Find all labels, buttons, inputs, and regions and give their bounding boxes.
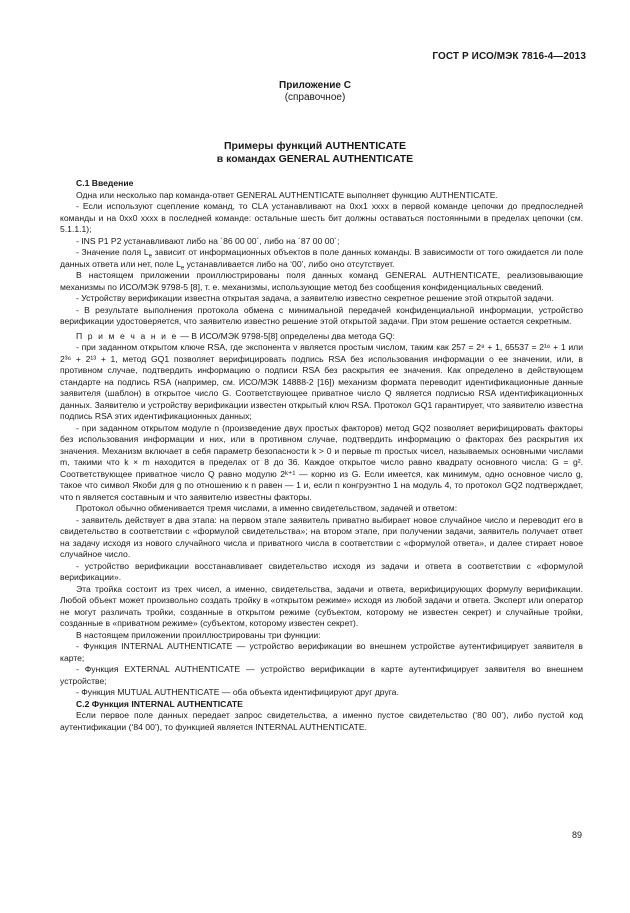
- paragraph: В настоящем приложении проиллюстрированы три функции:: [76, 629, 321, 640]
- paragraph: - Функция EXTERNAL AUTHENTICATE — устройство верификации в карте аутентифицирует заявителя во внешнем устройстве;: [60, 664, 583, 686]
- text-run: устанавливается либо на ‘00’, либо оно отсутствует.: [184, 258, 395, 269]
- note: [60, 331, 583, 343]
- paragraph: Одна или несколько пар команда-ответ GENERAL AUTHENTICATE выполняет функцию AUTHENTICATE.: [76, 189, 498, 200]
- section-heading-c2: С.2 Функция INTERNAL AUTHENTICATE: [76, 698, 243, 709]
- note-label: П р и м е ч а н и е: [76, 330, 178, 341]
- note-text: — В ИСО/МЭК 9798-5[8] определены два метода GQ:: [177, 330, 395, 341]
- paragraph: - В результате выполнения протокола обмена с минимальной передачей конфиденциальной информации, устройство верификации удостоверяется, что заявителю известно решение этой открытой задачи. При этом решение остается секретным.: [60, 304, 583, 326]
- paragraph: - Функция INTERNAL AUTHENTICATE — устройство верификации во внешнем устройстве аутентифицирует заявителя в карте;: [60, 641, 583, 663]
- paragraph: [60, 247, 583, 270]
- main-title-line-2: в командах GENERAL AUTHENTICATE: [216, 153, 414, 165]
- text-run: - Значение поля L: [76, 247, 149, 257]
- standard-header: ГОСТ Р ИСО/МЭК 7816-4—2013: [432, 51, 586, 62]
- document-body: [60, 178, 583, 733]
- paragraph: - INS P1 P2 устанавливают либо на ´86 00 00´, либо на ´87 00 00´;: [76, 235, 340, 246]
- paragraph: Если первое поле данных передает запрос свидетельства, а именно пустое свидетельство (‘80 00’), либо пустой код аутентификации (‘84 00’), то функцией является INTERNAL AUTHENTICATE.: [60, 710, 583, 732]
- paragraph: В настоящем приложении проиллюстрированы поля данных команд GENERAL AUTHENTICATE, реализовывающие механизмы по ИСО/МЭК 9798-5 [8], т. е. механизмы, использующие метод без сообщения конфиденциальных сведений.: [60, 270, 583, 292]
- paragraph: - устройство верификации восстанавливает свидетельство исходя из задачи и ответа в соответствии с «формулой верификации».: [60, 560, 583, 582]
- paragraph: Эта тройка состоит из трех чисел, а именно, свидетельства, задачи и ответа, верифицирующих формулу верификации. Любой объект может произвольно создать тройку в «открытом режиме» исходя из любой задачи и ответа. Эксперт или оператор не могут различать тройки, созданные в открытом режиме (субъектом, которому не известен секрет) и случайные тройки, созданные в «приватном режиме» (субъектом, которому известен секрет).: [60, 583, 583, 628]
- main-title-line-1: Примеры функций AUTHENTICATE: [224, 140, 406, 152]
- subscript: e: [180, 265, 185, 272]
- paragraph: - Функция MUTUAL AUTHENTICATE — оба объекта идентифицируют друг друга.: [76, 687, 399, 697]
- paragraph: Протокол обычно обменивается тремя числами, а именно свидетельством, задачей и ответом:: [76, 503, 458, 513]
- section-heading-c1: С.1 Введение: [76, 178, 134, 188]
- paragraph: - заявитель действует в два этапа: на первом этапе заявитель приватно выбирает новое случайное число и переводит его в свидетельство в соответствии с «формулой свидетельства»; на втором этапе, при получении задачи, заявитель получает ответ на задачу исходя из нового случайного числа и приватного числа в соответствии с «формулой ответа», и далее стирает новое случайное число.: [60, 514, 583, 559]
- annex-title: Приложение С: [279, 80, 351, 91]
- subscript: e: [148, 253, 152, 260]
- paragraph: - при заданном открытом модуле n (произведение двух простых факторов) метод GQ2 позволяет верифицировать факторы без использования информации и них, или в противном случае, подтвердить информацию о факторах без раскрытия их значения. Механизм включает в себя параметр безопасности k > 0 и первые m простых чисел, называемых основными числами m, такими что k × m находится в пределах от 8 до 36. Каждое открытое число равно квадрату основного числа: G = g². Соответствующее приватное число Q равно модулю 2ᵏ⁺¹ — корню из G. Если имеется, как минимум, одно основное число g, такое что символ Якоби для g по отношению к n равен — 1 и, если n конгруэнтно 1 на модуль 4, то протокол GQ2 подтверждает, что n является составным и что заявителю известны факторы.: [60, 422, 583, 502]
- paragraph: - при заданном открытом ключе RSA, где экспонента v является простым числом, таким как 257 = 2⁸ + 1, 65537 = 2¹⁶ + 1 или 2³⁶ + 2¹³ + 1, метод GQ1 позволяет верифицировать подпись RSA без использования информации о ее значении, или, в противном случае, подтвердить информацию о подписи RSA без раскрытия ее значения. Как определено в действующем стандарте на подпись RSA (например, см. ИСО/МЭК 14888-2 [16]) механизм формата переводит идентификационные данные заявителя (шаблон) в открытое число G. Соответствующее приватное число Q является подписью RSA идентификационных данных. Заявителю и устройству верификации известен открытый ключ RSA. Протокол GQ1 гарантирует, что заявителю известна подпись RSA этих идентификационных данных;: [60, 342, 584, 421]
- paragraph: - Устройству верификации известна открытая задача, а заявителю известно секретное решение этой открытой задачи.: [76, 293, 554, 303]
- page-number: 89: [571, 830, 582, 840]
- paragraph: - Если используют сцепление команд, то CLA устанавливают на 0xx1 xxxx в первой команде цепочки до предпоследней команды и на 0xx0 xxxx в последней команде: остальные шесть бит должны оставаться постоянными в пределах цепочки (см. 5.1.1.1);: [60, 201, 583, 234]
- annex-subtitle: (справочное): [284, 92, 346, 103]
- text-run: зависит от информационных объектов в поле данных команды. В зависимости от того ожидается ли поле данных ответа или нет, поле L: [60, 247, 584, 269]
- main-title: [0, 140, 630, 166]
